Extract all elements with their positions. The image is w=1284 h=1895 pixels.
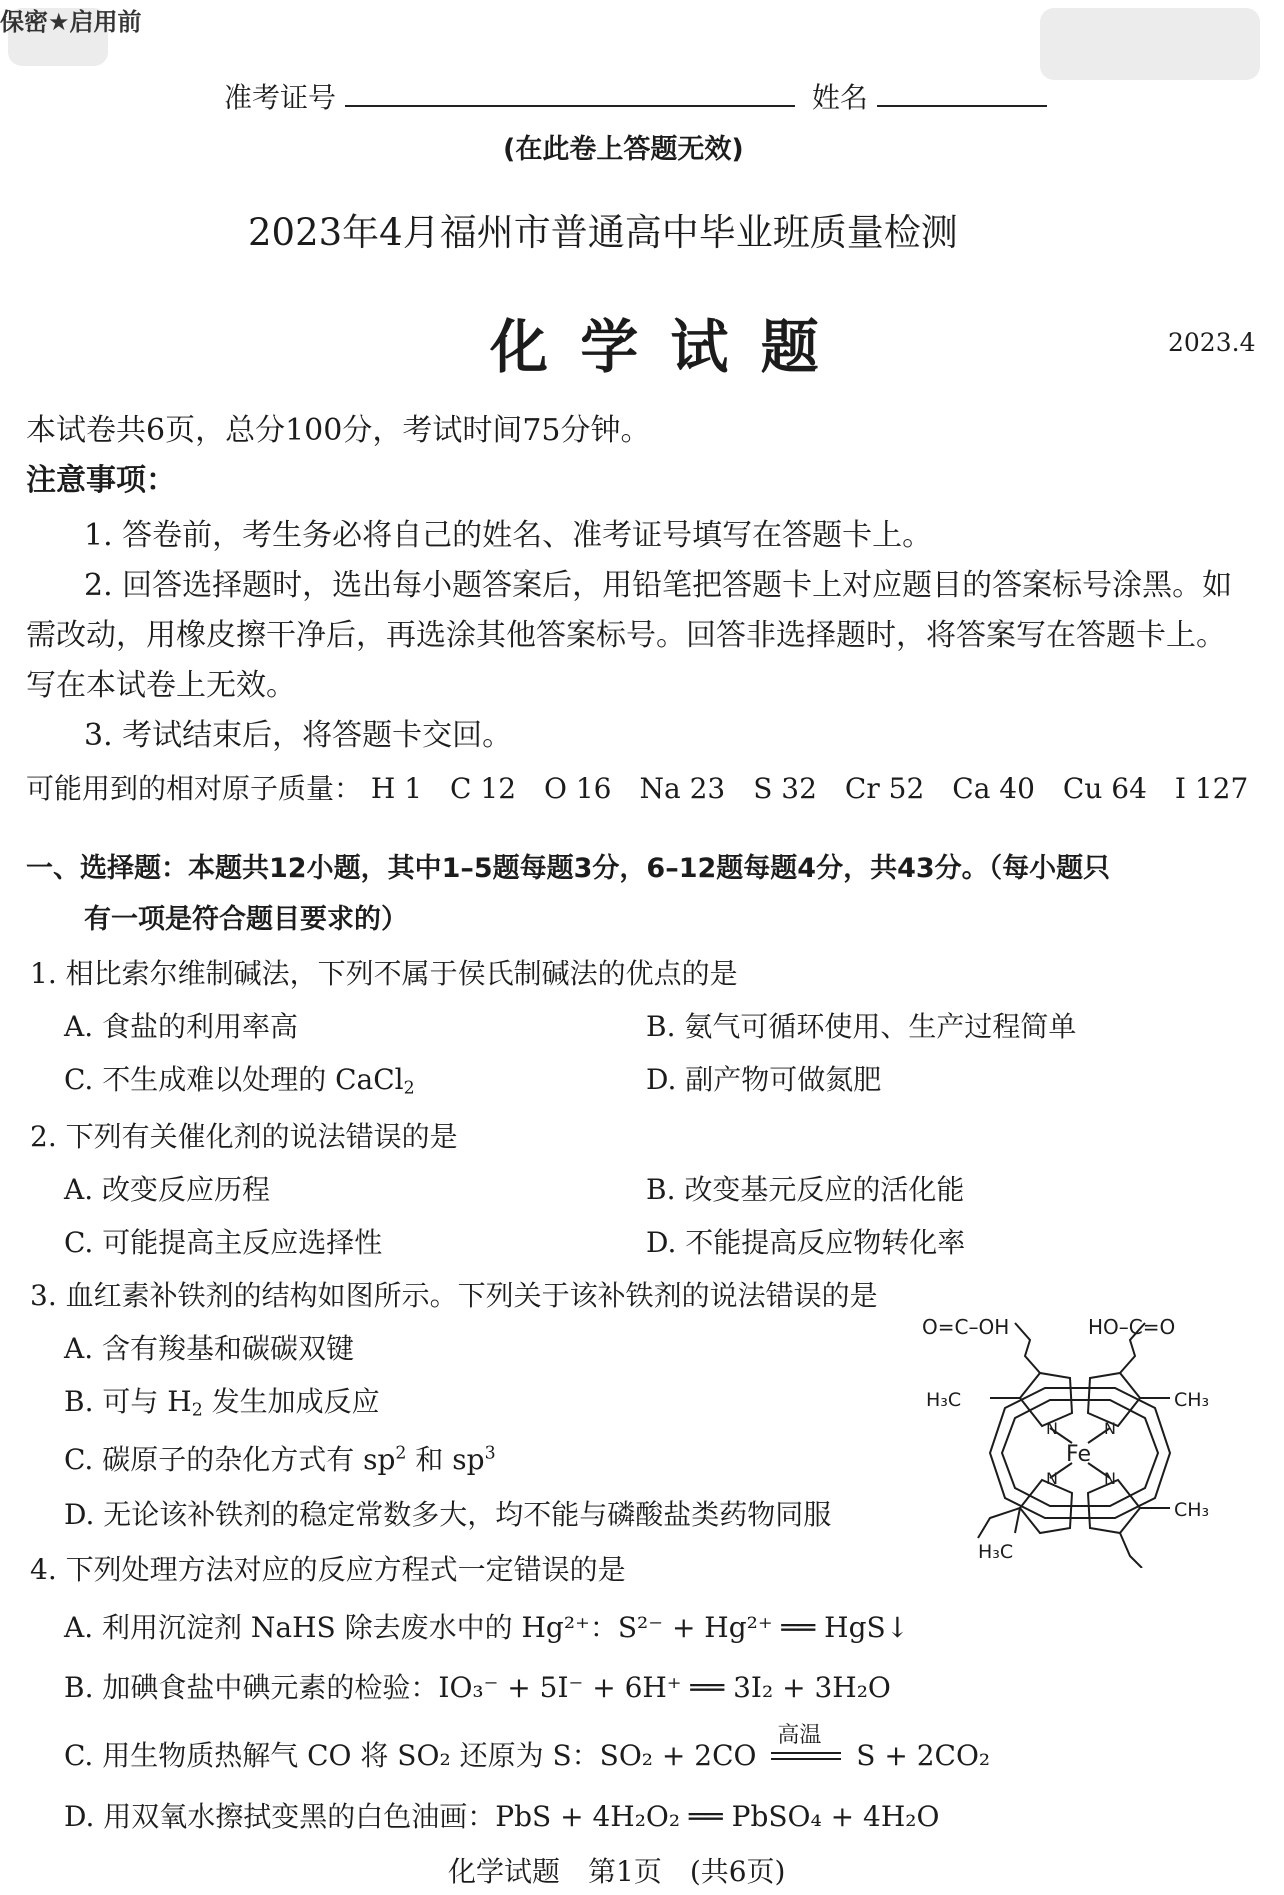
subject-title: 化 学 试 题 <box>490 313 825 381</box>
q4-option-c: C. 用生物质热解气 CO 将 SO₂ 还原为 S：SO₂ + 2CO 高温 S + 2CO₂ <box>64 1722 991 1772</box>
atomic-mass-values: H 1 C 12 O 16 Na 23 S 32 Cr 52 Ca 40 Cu 64 I 127 <box>370 772 1249 805</box>
q4-option-d: D. 用双氧水擦拭变黑的白色油画：PbS + 4H₂O₂ ══ PbSO₄ + 4H₂O <box>64 1800 940 1833</box>
q3-option-c: C. 碳原子的杂化方式有 $sp^2$ 和 $sp^3$ <box>64 1443 496 1476</box>
q3-option-a: A. 含有羧基和碳碳双键 <box>64 1332 355 1365</box>
notice-item-2-end: 写在本试卷上无效。 <box>26 668 296 703</box>
notice-item-2-cont: 需改动，用橡皮擦干净后，再选涂其他答案标号。回答非选择题时，将答案写在答题卡上。 <box>26 618 1226 653</box>
fe-atom-label: Fe <box>1066 1442 1091 1467</box>
methyl-bottom-right-label: CH₃ <box>1174 1499 1210 1521</box>
q2-option-a: A. 改变反应历程 <box>64 1173 271 1206</box>
name-field[interactable] <box>877 81 1047 107</box>
atomic-mass-row <box>26 767 1248 807</box>
q3-option-b: B. 可与 $H_2$ 发生加成反应 <box>64 1385 380 1421</box>
notice-item-2: 2. 回答选择题时，选出每小题答案后，用铅笔把答题卡上对应题目的答案标号涂黑。如 <box>84 568 1233 603</box>
methyl-top-left-label: H₃C <box>926 1389 962 1411</box>
watermark-logo-right <box>1040 8 1260 80</box>
name-label: 姓名 <box>811 81 868 114</box>
n-atom-4: N <box>1104 1469 1116 1488</box>
section1-heading: 一、选择题：本题共12小题，其中1–5题每题3分，6–12题每题4分，共43分。（每小题只 <box>26 853 1111 884</box>
exam-number-field[interactable] <box>345 81 795 107</box>
q3-stem: 3. 血红素补铁剂的结构如图所示。下列关于该补铁剂的说法错误的是 <box>30 1279 878 1312</box>
q2-stem: 2. 下列有关催化剂的说法错误的是 <box>30 1120 458 1153</box>
methyl-bottom-left-label: H₃C <box>978 1541 1014 1563</box>
intro-text: 本试卷共6页，总分100分，考试时间75分钟。 <box>26 413 651 448</box>
exam-number-row <box>224 76 1047 116</box>
atomic-mass-label: 可能用到的相对原子质量： <box>26 772 363 805</box>
q3-option-d: D. 无论该补铁剂的稳定常数多大，均不能与磷酸盐类药物同服 <box>64 1498 832 1531</box>
exam-date: 2023.4 <box>1168 328 1256 357</box>
methyl-top-right-label: CH₃ <box>1174 1389 1210 1411</box>
secret-mark: 保密★启用前 <box>0 8 142 36</box>
q4-option-a: A. 利用沉淀剂 NaHS 除去废水中的 Hg²⁺：S²⁻ + Hg²⁺ ══ HgS↓ <box>64 1611 910 1644</box>
notice-item-3: 3. 考试结束后，将答题卡交回。 <box>84 718 513 753</box>
notice-item-1: 1. 答卷前，考生务必将自己的姓名、准考证号填写在答题卡上。 <box>84 518 933 553</box>
q1-option-b: B. 氨气可循环使用、生产过程简单 <box>646 1010 1077 1043</box>
page-footer: 化学试题 第1页 (共6页) <box>448 1855 786 1888</box>
q4-option-b: B. 加碘食盐中碘元素的检验：IO₃⁻ + 5I⁻ + 6H⁺ ══ 3I₂ + 3H₂O <box>64 1671 891 1704</box>
q2-option-d: D. 不能提高反应物转化率 <box>646 1226 966 1259</box>
invalid-note: (在此卷上答题无效) <box>503 134 744 165</box>
q2-option-b: B. 改变基元反应的活化能 <box>646 1173 965 1206</box>
n-atom-1: N <box>1046 1419 1058 1438</box>
notice-heading: 注意事项： <box>26 463 176 498</box>
n-atom-3: N <box>1046 1469 1058 1488</box>
cooh-left-label: O=C–OH <box>922 1318 1010 1339</box>
q1-option-c: C. 不生成难以处理的 CaCl$_2$ <box>64 1063 415 1099</box>
exam-number-label: 准考证号 <box>224 81 337 114</box>
q2-option-c: C. 可能提高主反应选择性 <box>64 1226 383 1259</box>
q1-stem: 1. 相比索尔维制碱法，下列不属于侯氏制碱法的优点的是 <box>30 957 738 990</box>
q1-option-d: D. 副产物可做氮肥 <box>646 1063 882 1096</box>
section1-heading-cont: 有一项是符合题目要求的） <box>84 904 408 935</box>
heme-structure-diagram <box>920 1318 1250 1568</box>
q1-option-a: A. 食盐的利用率高 <box>64 1010 299 1043</box>
high-temp-arrow: 高温 <box>771 1748 841 1768</box>
cooh-right-label: HO–C=O <box>1088 1318 1176 1339</box>
q4-stem: 4. 下列处理方法对应的反应方程式一定错误的是 <box>30 1553 626 1586</box>
n-atom-2: N <box>1104 1419 1116 1438</box>
exam-title: 2023年4月福州市普通高中毕业班质量检测 <box>248 211 958 254</box>
